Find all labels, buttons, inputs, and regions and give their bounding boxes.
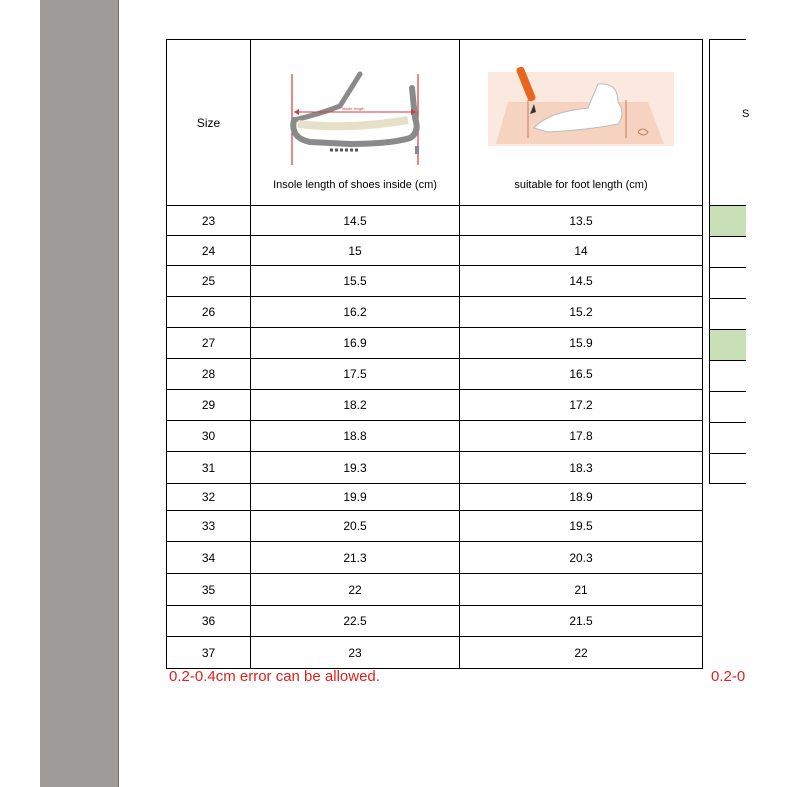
insole-cell: 15.5	[251, 266, 460, 297]
insole-cell: 19.9	[251, 484, 460, 511]
adjacent-row	[710, 267, 746, 298]
insole-cell: 19.3	[251, 452, 460, 484]
size-cell: 35	[167, 574, 251, 606]
error-tolerance-note: 0.2-0.4cm error can be allowed.	[169, 668, 380, 685]
foot-cell: 16.5	[460, 359, 703, 390]
insole-cell: 18.2	[251, 390, 460, 421]
foot-cell: 21.5	[460, 606, 703, 637]
size-cell: 29	[167, 390, 251, 421]
size-cell: 27	[167, 328, 251, 359]
insole-cell: 21.3	[251, 542, 460, 574]
foot-header	[460, 40, 703, 206]
table-row	[167, 390, 703, 421]
size-cell: 34	[167, 542, 251, 574]
foot-cell: 14.5	[460, 266, 703, 297]
table-row	[167, 574, 703, 606]
adjacent-row	[710, 298, 746, 329]
insole-cell: 16.9	[251, 328, 460, 359]
adjacent-row	[710, 453, 746, 484]
size-cell: 24	[167, 236, 251, 266]
size-cell: 36	[167, 606, 251, 637]
insole-cell: 17.5	[251, 359, 460, 390]
table-row	[167, 511, 703, 542]
foot-cell: 14	[460, 236, 703, 266]
foot-cell: 13.5	[460, 206, 703, 236]
adjacent-table-partial	[709, 39, 750, 484]
insole-cell: 23	[251, 637, 460, 669]
size-cell: 37	[167, 637, 251, 669]
foot-measure-illustration	[460, 58, 702, 152]
insole-cell: 14.5	[251, 206, 460, 236]
adjacent-row	[710, 329, 746, 360]
size-header: Size	[167, 40, 251, 206]
size-cell: 33	[167, 511, 251, 542]
foot-header-label: suitable for foot length (cm)	[514, 179, 648, 191]
shoe-insole-illustration	[251, 58, 459, 168]
size-chart-table	[166, 39, 703, 669]
foot-cell: 21	[460, 574, 703, 606]
size-cell: 31	[167, 452, 251, 484]
insole-header-label: Insole length of shoes inside (cm)	[273, 179, 437, 191]
insole-cell: 16.2	[251, 297, 460, 328]
foot-cell: 15.9	[460, 328, 703, 359]
left-gray-panel	[40, 0, 119, 787]
adjacent-row	[710, 360, 746, 391]
size-cell: 32	[167, 484, 251, 511]
foot-cell: 19.5	[460, 511, 703, 542]
table-row	[167, 266, 703, 297]
foot-cell: 18.9	[460, 484, 703, 511]
size-cell: 30	[167, 421, 251, 452]
table-row	[167, 452, 703, 484]
adjacent-row	[710, 236, 746, 267]
adjacent-row	[710, 422, 746, 453]
insole-cell: 15	[251, 236, 460, 266]
table-row	[167, 328, 703, 359]
table-row	[167, 297, 703, 328]
table-row	[167, 359, 703, 390]
size-cell: 25	[167, 266, 251, 297]
foot-cell: 20.3	[460, 542, 703, 574]
insole-cell: 22	[251, 574, 460, 606]
svg-text:insole length: insole length	[342, 106, 365, 111]
foot-cell: 17.8	[460, 421, 703, 452]
table-row	[167, 542, 703, 574]
adjacent-row	[710, 391, 746, 422]
table-row	[167, 637, 703, 669]
foot-cell: 18.3	[460, 452, 703, 484]
insole-cell: 22.5	[251, 606, 460, 637]
size-cell: 23	[167, 206, 251, 236]
foot-cell: 17.2	[460, 390, 703, 421]
table-row	[167, 236, 703, 266]
table-row	[167, 484, 703, 511]
adjacent-row	[710, 205, 746, 236]
insole-cell: 20.5	[251, 511, 460, 542]
size-cell: 28	[167, 359, 251, 390]
insole-header	[251, 40, 460, 206]
size-cell: 26	[167, 297, 251, 328]
adjacent-table-label: S	[742, 108, 750, 120]
table-row	[167, 606, 703, 637]
header-row	[167, 40, 703, 206]
foot-cell: 15.2	[460, 297, 703, 328]
foot-cell: 22	[460, 637, 703, 669]
error-tolerance-note-partial: 0.2-0	[711, 668, 746, 685]
insole-cell: 18.8	[251, 421, 460, 452]
table-row	[167, 206, 703, 236]
table-row	[167, 421, 703, 452]
